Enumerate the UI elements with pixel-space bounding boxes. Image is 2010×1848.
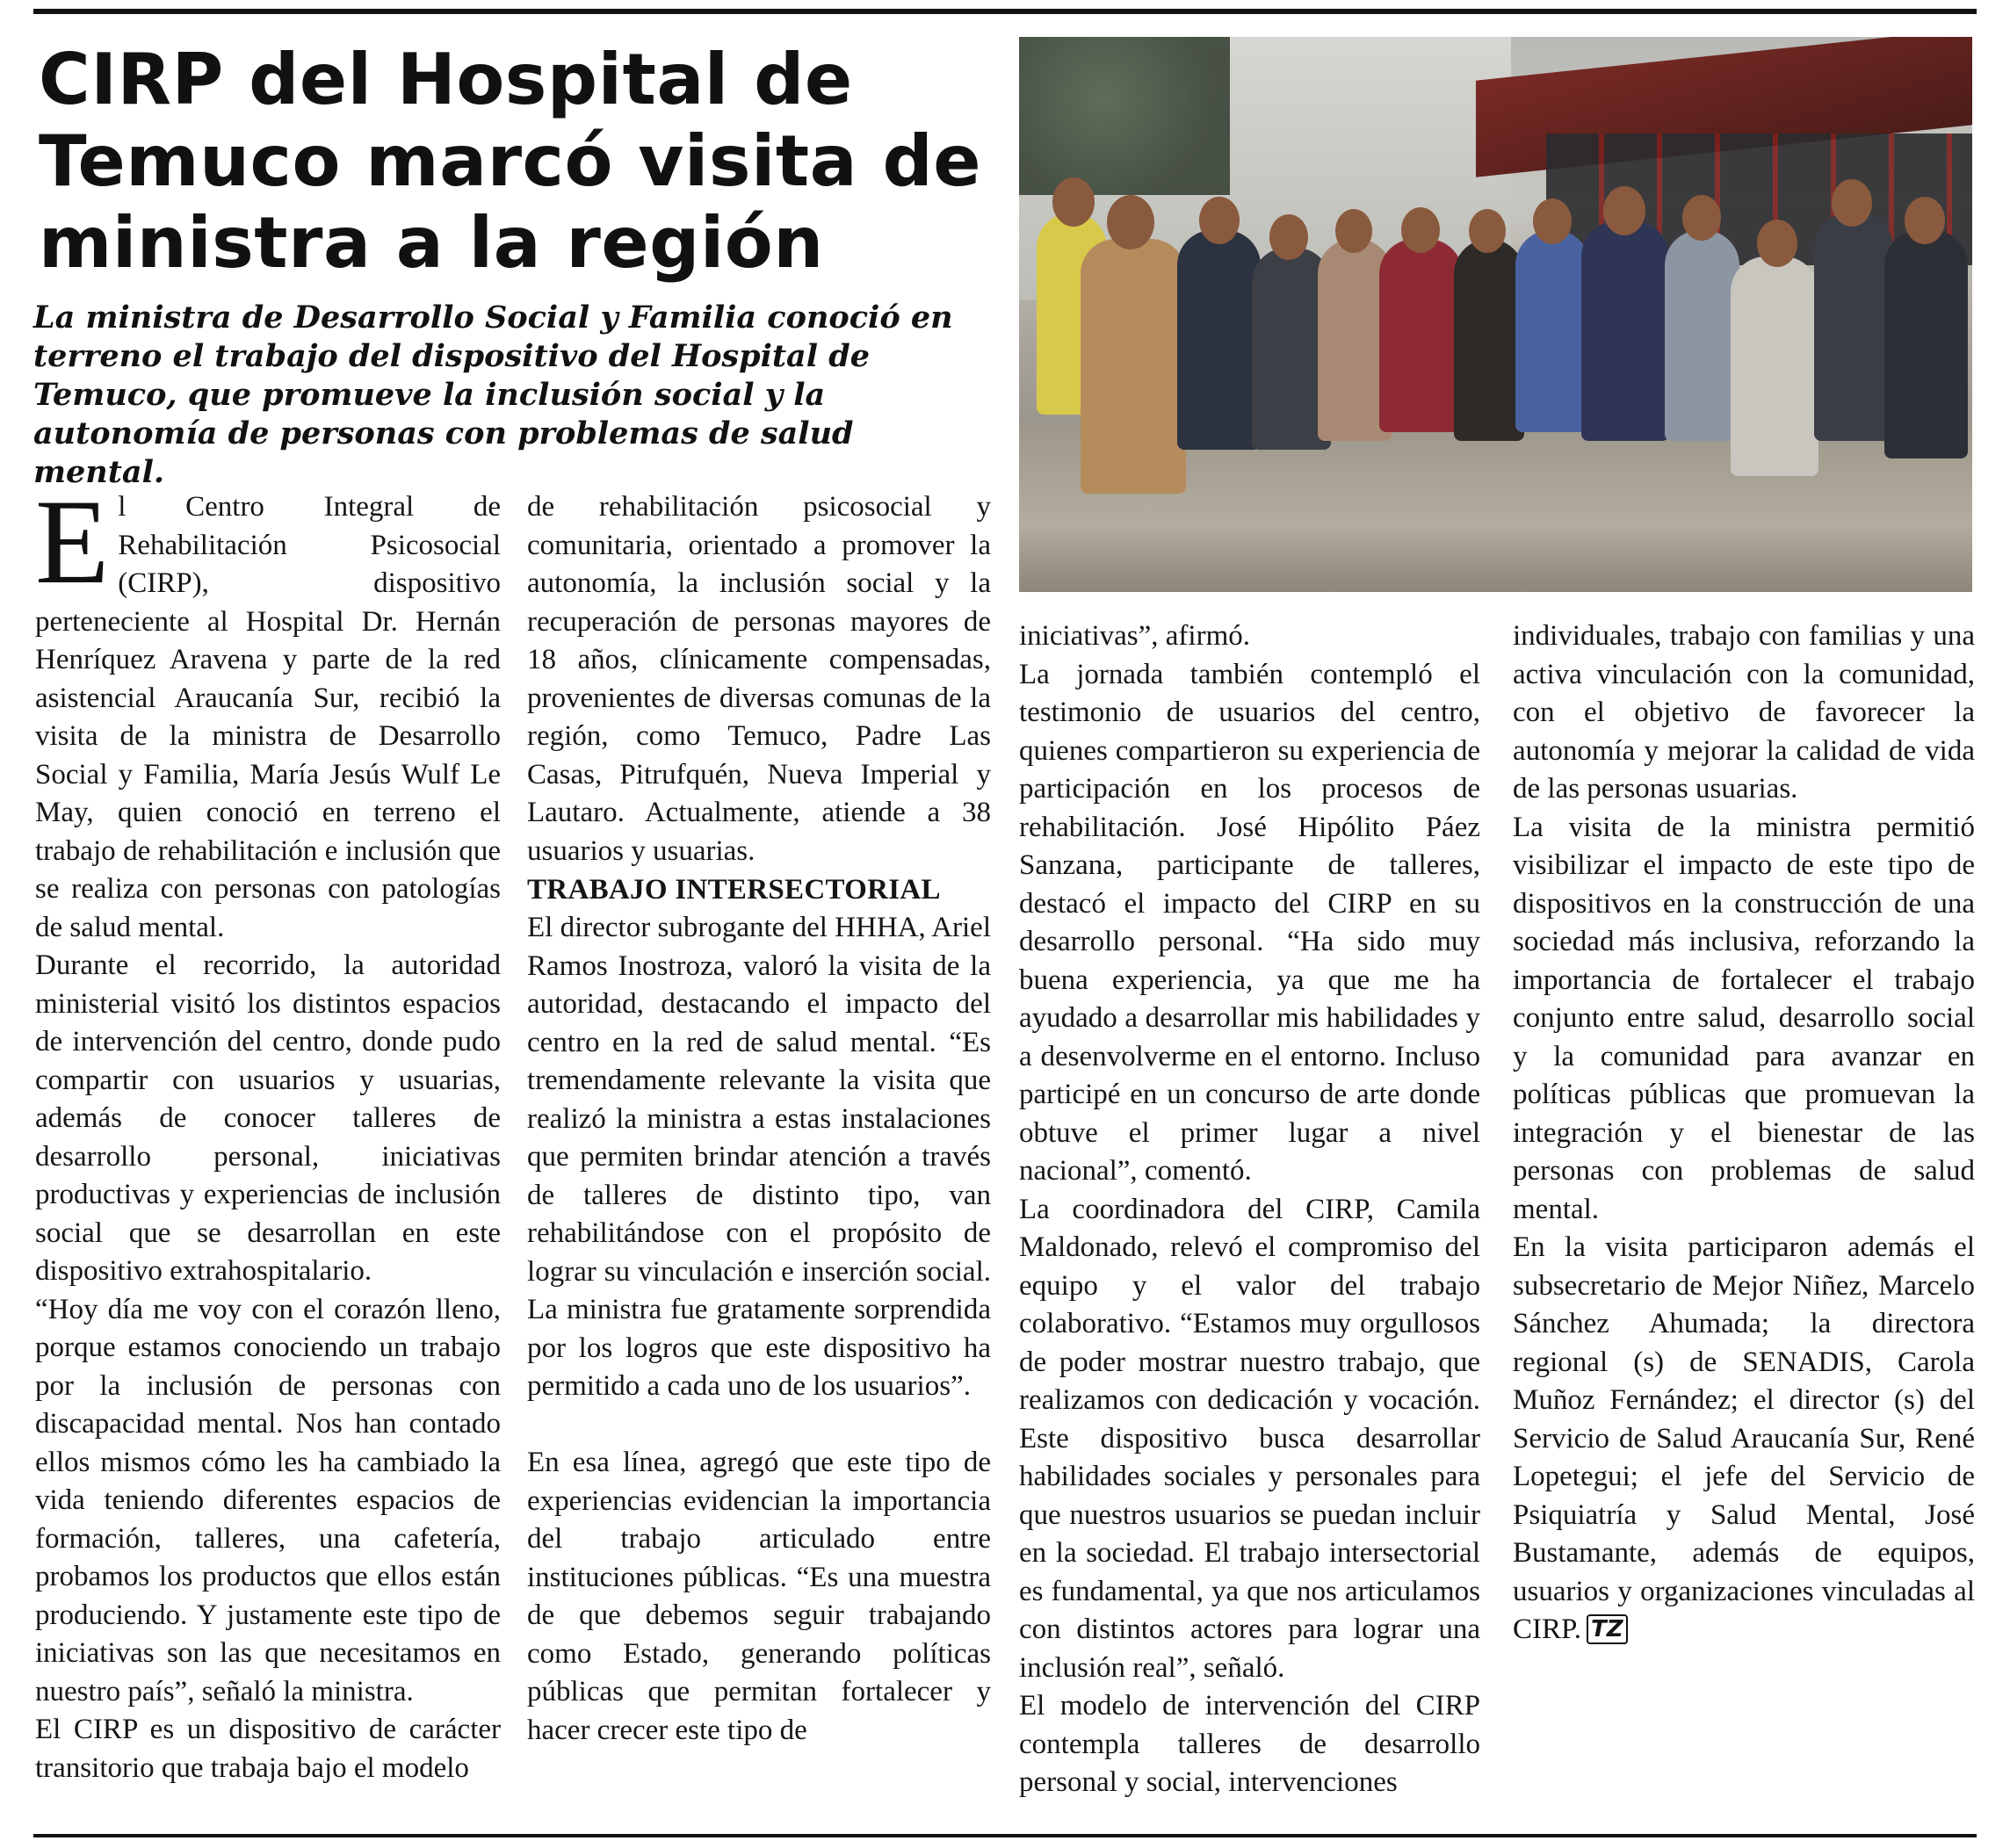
paragraph [1513, 1229, 1975, 1649]
paragraph: Durante el recorrido, la autoridad ministerial visitó los distintos espacios de intervención del centro, donde pudo compartir con usuarios y usuarias, además de conocer talleres de desarrollo personal, iniciativas productivas y experiencias de inclusión social que se desarrollan en este dispositivo extrahospitalario. [35, 949, 501, 1287]
paragraph: En esa línea, agregó que este tipo de experiencias evidencian la importancia del trabajo articulado entre instituciones públicas. “Es una muestra de que debemos seguir trabajando como Estado, generando políticas públicas que permitan fortalecer y hacer crecer este tipo de [527, 1447, 991, 1746]
paragraph: “Hoy día me voy con el corazón lleno, porque estamos conociendo un trabajo por la inclusión de personas con discapacidad mental. Nos han contado ellos mismos cómo les ha cambiado la vida teniendo diferentes espacios de formación, talleres, una cafetería, probamos los productos que ellos están produciendo. Y justamente este tipo de iniciativas son las que necesitamos en nuestro país”, señaló la ministra. [35, 1293, 501, 1707]
article-column-1 [35, 474, 501, 1787]
paragraph: El CIRP es un dispositivo de carácter transitorio que trabaja bajo el modelo [35, 1714, 501, 1784]
paragraph: La jornada también contempló el testimonio de usuarios del centro, quienes compartieron su experiencia de participación en los procesos de rehabilitación. José Hipólito Páez Sanzana, participante de talleres, destacó el impacto del CIRP en su desarrollo personal. “Ha sido muy buena experiencia, ya que me ha ayudado a desarrollar mis habilidades y a desenvolverme en el entorno. Incluso participé en un concurso de arte donde obtuve el primer lugar a nivel nacional”, comentó. [1019, 658, 1480, 1187]
headline: CIRP del Hospital de Temuco marcó visita de ministra a la región [39, 39, 981, 284]
paragraph: iniciativas”, afirmó. [1019, 620, 1250, 652]
end-mark-logo: TZ [1587, 1614, 1628, 1644]
paragraph: La visita de la ministra permitió visibilizar el impacto de este tipo de dispositivos en la construcción de una sociedad más inclusiva, reforzando la importancia de fortalecer el trabajo conjunto entre salud, desarrollo social y la comunidad para avanzar en políticas públicas que promuevan la integración y el bienestar de las personas con problemas de salud mental. [1513, 811, 1975, 1225]
paragraph: de rehabilitación psicosocial y comunitaria, orientado a promover la autonomía, la inclusión social y la recuperación de personas mayores de 18 años, clínicamente compensadas, provenientes de diversas comunas de la región, como Temuco, Padre Las Casas, Pitrufquén, Nueva Imperial y Lautaro. Actualmente, atiende a 38 usuarios y usuarias. [527, 491, 991, 867]
paragraph: La coordinadora del CIRP, Camila Maldonado, relevó el compromiso del equipo y el valor del trabajo colaborativo. “Estamos muy orgullosos de poder mostrar nuestro trabajo, que realizamos con dedicación y vocación. Este dispositivo busca desarrollar habilidades sociales y personales para que nuestros usuarios se puedan incluir en la sociedad. El trabajo intersectorial es fundamental, ya que nos articulamos con distintos actores para lograr una inclusión real”, señaló. [1019, 1193, 1480, 1684]
article-column-3 [1019, 617, 1480, 1802]
section-subhead: TRABAJO INTERSECTORIAL [527, 874, 941, 906]
paragraph: individuales, trabajo con familias y una activa vinculación con la comunidad, con el objetivo de favorecer la autonomía y mejorar la calidad de vida de las personas usuarias. [1513, 620, 1975, 805]
paragraph: l Centro Integral de Rehabilitación Psicosocial (CIRP), dispositivo perteneciente al Hospital Dr. Hernán Henríquez Aravena y parte de la red asistencial Araucanía Sur, recibió la visita de la ministra de Desarrollo Social y Familia, María Jesús Wulf Le May, quien conoció en terreno el trabajo de rehabilitación e inclusión que se realiza con personas con patologías de salud mental. [35, 491, 501, 943]
article-column-2 [527, 488, 991, 1750]
bottom-rule [33, 1834, 1977, 1837]
article-column-4 [1513, 617, 1975, 1649]
group-photo-people [1019, 177, 1972, 494]
drop-cap: E [35, 474, 110, 609]
top-rule [33, 9, 1977, 14]
paragraph-text: En la visita participaron además el subsecretario de Mejor Niñez, Marcelo Sánchez Ahumada; la directora regional (s) de SENADIS, Carola Muñoz Fernández; el director (s) del Servicio de Salud Araucanía Sur, René Lopetegui; el jefe del Servicio de Psiquiatría y Salud Mental, José Bustamante, además de equipos, usuarios y organizaciones vinculadas al CIRP. [1513, 1231, 1975, 1645]
article-photo [1019, 37, 1972, 592]
paragraph: El director subrogante del HHHA, Ariel Ramos Inostroza, valoró la visita de la autoridad, destacando el impacto del centro en la red de salud mental. “Es tremendamente relevante la visita que realizó la ministra a estas instalaciones que permiten brindar atención a través de talleres de distinto tipo, van rehabilitándose con el propósito de lograr su vinculación e inserción social. La ministra fue gratamente sorprendida por los logros que este dispositivo ha permitido a cada uno de los usuarios”. [527, 912, 991, 1402]
paragraph: El modelo de intervención del CIRP contempla talleres de desarrollo personal y social, intervenciones [1019, 1690, 1480, 1798]
deck-subtitle: La ministra de Desarrollo Social y Familia conoció en terreno el trabajo del dispositivo del Hospital de Temuco, que promueve la inclusión social y la autonomía de personas con problemas de salud mental. [33, 300, 953, 490]
